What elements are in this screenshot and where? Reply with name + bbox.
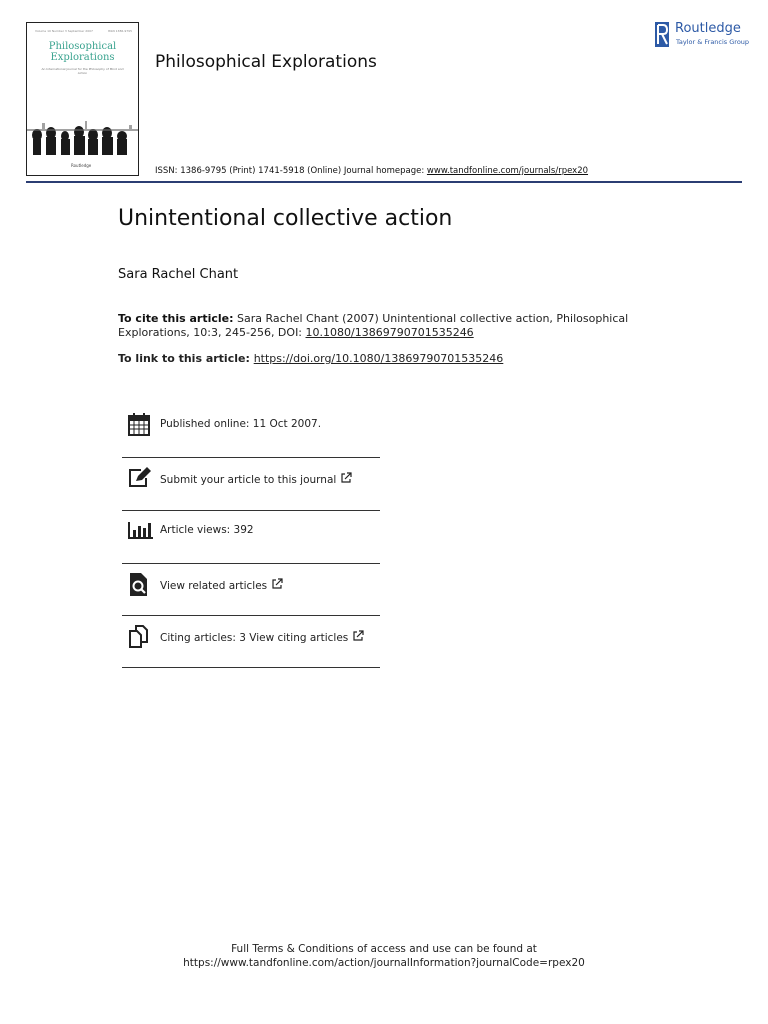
logo-subtitle: Taylor & Francis Group	[676, 38, 750, 46]
footer-terms-link[interactable]: https://www.tandfonline.com/action/journalInformation?journalCode=rpex20	[183, 957, 585, 969]
submit-label[interactable]: Submit your article to this journal	[160, 474, 337, 486]
divider	[122, 615, 380, 616]
link-label: To link to this article:	[118, 352, 254, 365]
divider	[122, 457, 380, 458]
article-link-line	[118, 352, 503, 365]
search-document-icon	[127, 572, 153, 598]
external-link-icon	[271, 578, 283, 590]
citing-documents-icon	[127, 624, 153, 650]
doi-link[interactable]: 10.1080/13869790701535246	[305, 326, 474, 339]
cover-volume-text: Volume 10 Number 3 September 2007	[35, 29, 93, 33]
external-link-icon	[352, 630, 364, 642]
header-divider	[26, 181, 742, 183]
cite-label: To cite this article:	[118, 312, 234, 325]
related-text[interactable]	[160, 578, 283, 592]
published-row	[122, 412, 380, 452]
cover-title-line2: Explorations	[50, 52, 115, 63]
cover-subtitle: An International Journal for the Philosophy of Mind and Action	[41, 67, 124, 75]
citing-label[interactable]: Citing articles: 3 View citing articles	[160, 632, 349, 644]
bar-chart-icon	[127, 518, 153, 544]
cover-issn-text: ISSN 1386-9795	[107, 29, 132, 33]
divider	[122, 510, 380, 511]
divider	[122, 667, 380, 668]
published-text: Published online: 11 Oct 2007.	[160, 418, 322, 430]
footer-terms	[0, 942, 768, 970]
cite-text: Sara Rachel Chant (2007) Unintentional collective action, Philosophical Explorations, 10:3, 245-256, DOI:	[118, 312, 629, 339]
citation-block	[118, 312, 658, 340]
edit-icon	[127, 466, 153, 492]
views-row	[122, 518, 380, 558]
issn-line	[155, 166, 588, 176]
external-link-icon	[340, 472, 352, 484]
issn-text: ISSN: 1386-9795 (Print) 1741-5918 (Online) Journal homepage:	[155, 166, 427, 176]
cover-publisher: Routledge	[71, 163, 92, 168]
journal-name: Philosophical Explorations	[155, 52, 377, 72]
journal-homepage-link[interactable]: www.tandfonline.com/journals/rpex20	[426, 166, 589, 176]
cover-title-line1: Philosophical	[48, 41, 117, 52]
submit-row[interactable]	[122, 466, 380, 506]
related-row[interactable]	[122, 572, 380, 612]
journal-cover	[26, 22, 139, 176]
article-title: Unintentional collective action	[118, 206, 453, 231]
cover-title	[27, 41, 138, 63]
views-text: Article views: 392	[160, 524, 254, 536]
calendar-icon	[127, 412, 153, 438]
citing-text[interactable]	[160, 630, 364, 644]
footer-line1: Full Terms & Conditions of access and use can be found at	[231, 943, 537, 955]
cover-photo	[27, 95, 138, 163]
logo-wordmark: Routledge	[675, 21, 741, 36]
citing-row[interactable]	[122, 624, 380, 664]
divider	[122, 563, 380, 564]
related-label[interactable]: View related articles	[160, 580, 268, 592]
article-url-link[interactable]: https://doi.org/10.1080/13869790701535246	[253, 352, 504, 365]
submit-text[interactable]	[160, 472, 352, 486]
article-author: Sara Rachel Chant	[118, 267, 239, 282]
